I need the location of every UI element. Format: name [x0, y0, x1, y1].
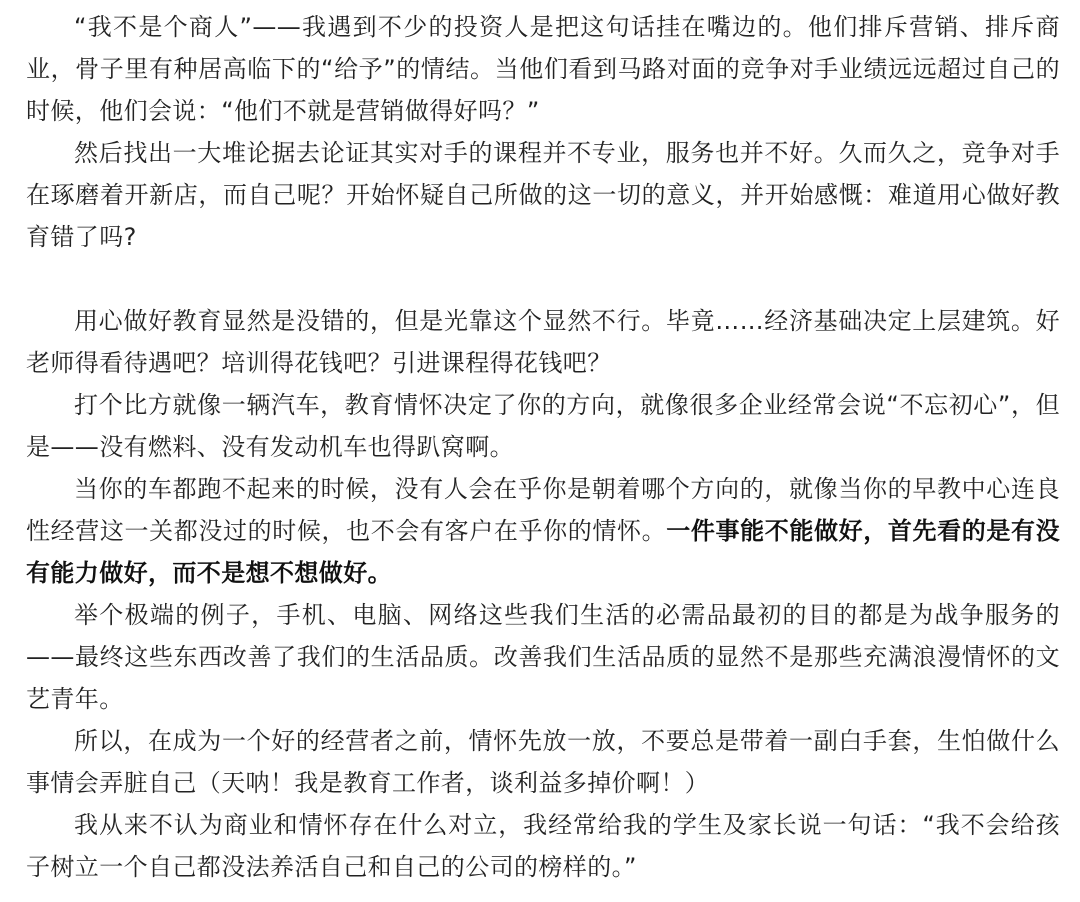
paragraph-5-text: 当你的车都跑不起来的时候，没有人会在乎你是朝着哪个方向的，就像当你的早教中心连良性经营这一关都没过的时候，也不会有客户在乎你的情怀。: [26, 475, 1060, 545]
paragraph-3: 用心做好教育显然是没错的，但是光靠这个显然不行。毕竟……经济基础决定上层建筑。好老师得看待遇吧？培训得花钱吧？引进课程得花钱吧？: [26, 307, 1060, 377]
paragraph-6: 举个极端的例子，手机、电脑、网络这些我们生活的必需品最初的目的都是为战争服务的——最终这些东西改善了我们的生活品质。改善我们生活品质的显然不是那些充满浪漫情怀的文艺青年。: [26, 601, 1060, 713]
paragraph-4: 打个比方就像一辆汽车，教育情怀决定了你的方向，就像很多企业经常会说“不忘初心”，但是——没有燃料、没有发动机车也得趴窝啊。: [26, 391, 1060, 461]
paragraph-gap: [26, 258, 1060, 300]
paragraph-2: 然后找出一大堆论据去论证其实对手的课程并不专业，服务也并不好。久而久之，竞争对手在琢磨着开新店，而自己呢？开始怀疑自己所做的这一切的意义，并开始感慨：难道用心做好教育错了吗?: [26, 139, 1060, 251]
paragraph-8: 我从来不认为商业和情怀存在什么对立，我经常给我的学生及家长说一句话：“我不会给孩子树立一个自己都没法养活自己和自己的公司的榜样的。”: [26, 811, 1060, 881]
paragraph-1: “我不是个商人”——我遇到不少的投资人是把这句话挂在嘴边的。他们排斥营销、排斥商业，骨子里有种居高临下的“给予”的情结。当他们看到马路对面的竞争对手业绩远远超过自己的时候，他们会说：“他们不就是营销做得好吗？”: [26, 13, 1060, 125]
paragraph-5-bold-text: 一件事能不能做好，首先看的是有没有能力做好，而不是想不想做好。: [26, 517, 1060, 587]
paragraph-5: [26, 468, 1060, 594]
paragraph-7: 所以，在成为一个好的经营者之前，情怀先放一放，不要总是带着一副白手套，生怕做什么事情会弄脏自己（天呐！我是教育工作者，谈利益多掉价啊！）: [26, 727, 1060, 797]
